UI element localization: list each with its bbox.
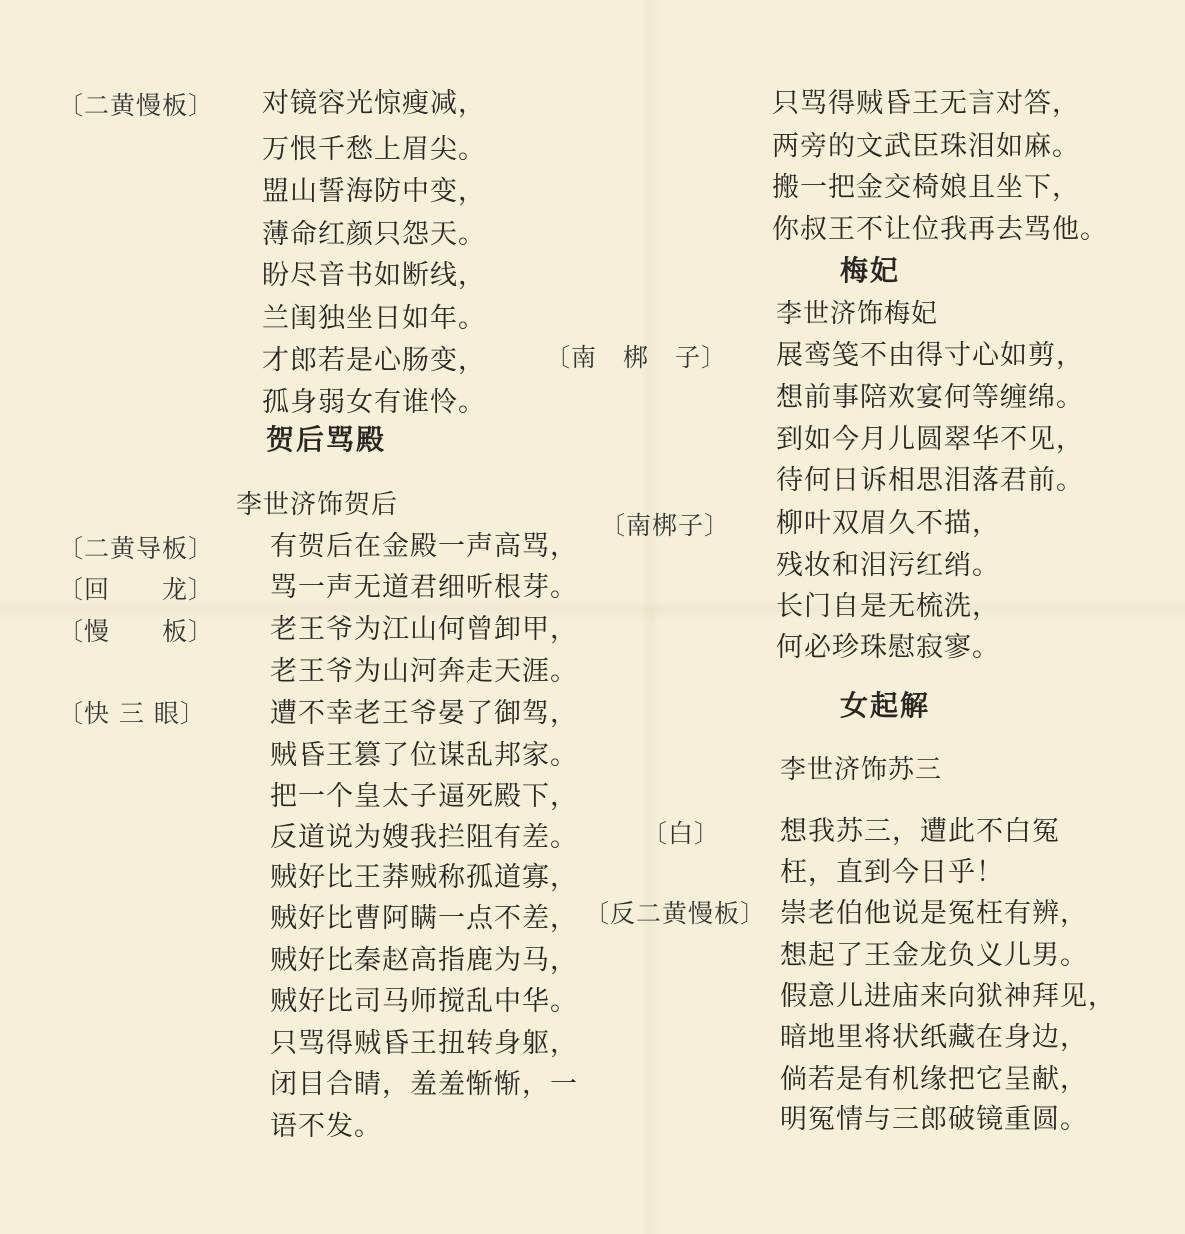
lyric-line: 兰闺独坐日如年。 xyxy=(262,303,486,334)
aria-label-erhuang-daoban: 〔二黄导板〕 xyxy=(58,534,215,563)
lyric-line: 待何日诉相思泪落君前。 xyxy=(776,465,1084,496)
lyric-line: 想我苏三，遭此不白冤 xyxy=(780,816,1060,847)
lyric-line: 只骂得贼昏王扭转身躯， xyxy=(270,1028,578,1059)
section-title-nuqijie: 女起解 xyxy=(840,689,931,722)
section-title-hehou-madian: 贺后骂殿 xyxy=(266,423,387,456)
lyric-line: 有贺后在金殿一声高骂， xyxy=(270,531,578,562)
aria-label-erhuang-manban: 〔二黄慢板〕 xyxy=(58,91,215,120)
lyric-line: 反道说为嫂我拦阻有差。 xyxy=(270,822,578,853)
lyric-line: 倘若是有机缘把它呈献， xyxy=(780,1064,1088,1095)
performer-credit: 李世济饰苏三 xyxy=(780,755,943,785)
lyric-line: 万恨千愁上眉尖。 xyxy=(262,134,486,165)
lyric-line: 盼尽音书如断线， xyxy=(262,260,486,291)
lyric-line: 贼昏王篡了位谋乱邦家。 xyxy=(270,740,578,771)
lyric-line: 老王爷为江山何曾卸甲， xyxy=(270,614,578,645)
lyric-line: 薄命红颜只怨天。 xyxy=(262,219,486,250)
lyric-line: 枉，直到今日乎！ xyxy=(780,857,1004,888)
aria-label-bai: 〔白〕 xyxy=(642,819,721,848)
lyric-line: 老王爷为山河奔走天涯。 xyxy=(270,656,578,687)
aria-label-kuaisanyan: 〔快 三 眼〕 xyxy=(58,699,206,728)
aria-label-huilong: 〔回 龙〕 xyxy=(58,575,215,604)
lyric-line: 把一个皇太子逼死殿下， xyxy=(270,781,578,812)
lyric-line: 贼好比曹阿瞒一点不差， xyxy=(270,903,578,934)
lyric-line: 到如今月儿圆翠华不见， xyxy=(776,424,1084,455)
lyric-line: 闭目合睛，羞羞惭惭，一 xyxy=(270,1069,578,1100)
lyric-line: 暗地里将状纸藏在身边， xyxy=(780,1022,1088,1053)
lyric-line: 贼好比司马师搅乱中华。 xyxy=(270,986,578,1017)
lyric-line: 贼好比王莽贼称孤道寡， xyxy=(270,862,578,893)
lyric-line: 对镜容光惊瘦减， xyxy=(262,88,486,119)
lyric-line: 遭不幸老王爷晏了御驾， xyxy=(270,698,578,729)
lyric-line: 孤身弱女有谁怜。 xyxy=(262,387,486,418)
lyric-line: 柳叶双眉久不描， xyxy=(776,508,1000,539)
lyric-line: 才郎若是心肠变， xyxy=(262,345,486,376)
section-title-meifei: 梅妃 xyxy=(840,254,901,287)
lyric-line: 语不发。 xyxy=(270,1111,382,1142)
aria-label-nanbangzi-2: 〔南梆子〕 xyxy=(600,511,731,540)
lyric-line: 搬一把金交椅娘且坐下， xyxy=(772,172,1080,203)
lyric-line: 何必珍珠慰寂寥。 xyxy=(776,632,1000,663)
lyric-line: 崇老伯他说是冤枉有辨， xyxy=(780,898,1088,929)
lyric-line: 残妆和泪污红绡。 xyxy=(776,550,1000,581)
lyric-line: 只骂得贼昏王无言对答， xyxy=(772,88,1080,119)
lyric-line: 假意儿进庙来向狱神拜见， xyxy=(780,981,1116,1012)
lyric-line: 展鸾笺不由得寸心如剪， xyxy=(776,340,1084,371)
aria-label-manban: 〔慢 板〕 xyxy=(58,617,215,646)
lyric-line: 想前事陪欢宴何等缠绵。 xyxy=(776,382,1084,413)
aria-label-fan-erhuang-manban: 〔反二黄慢板〕 xyxy=(584,899,767,928)
lyric-line: 想起了王金龙负义儿男。 xyxy=(780,940,1088,971)
lyric-line: 盟山誓海防中变， xyxy=(262,176,486,207)
performer-credit: 李世济饰梅妃 xyxy=(776,299,939,329)
lyric-line: 你叔王不让位我再去骂他。 xyxy=(772,214,1108,245)
performer-credit: 李世济饰贺后 xyxy=(236,490,399,520)
lyric-line: 两旁的文武臣珠泪如麻。 xyxy=(772,131,1080,162)
lyric-line: 长门自是无梳洗， xyxy=(776,591,1000,622)
aria-label-nanbangzi: 〔南 梆 子〕 xyxy=(545,343,728,372)
lyric-line: 明冤情与三郎破镜重圆。 xyxy=(780,1104,1088,1135)
lyric-line: 贼好比秦赵高指鹿为马， xyxy=(270,945,578,976)
lyric-line: 骂一声无道君细听根芽。 xyxy=(270,572,578,603)
